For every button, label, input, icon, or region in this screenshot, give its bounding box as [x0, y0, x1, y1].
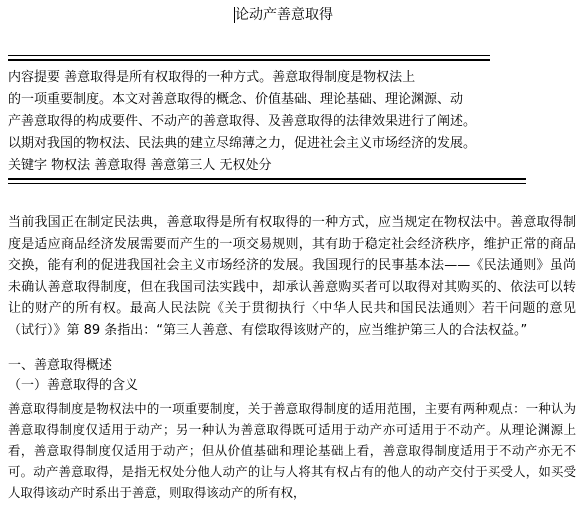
document-title[interactable]: 论动产善意取得	[235, 7, 333, 23]
section-heading[interactable]: 一、善意取得概述	[8, 358, 113, 373]
divider-top-2	[8, 59, 490, 61]
keywords-line: 关键字 物权法 善意取得 善意第三人 无权处分	[8, 158, 272, 173]
subsection-paragraph[interactable]: 善意取得制度是物权法中的一项重要制度，关于善意取得制度的适用范围，主要有两种观点：一种认为善意取得制度仅适用于动产；另一种认为善意取得既可适用于动产亦可适用于不动产。从理论渊源上看，善意取得制度仅适用于动产；但从价值基础和理论基础上看，善意取得制度适用于不动产亦无不可。动产善意取得，是指无权处分他人动产的让与人将其有权占有的他人的动产交付于买受人，如买受人取得该动产时系出于善意，则取得该动产的所有权，	[8, 401, 576, 500]
abstract-line: 内容提要 善意取得是所有权取得的一种方式。善意取得制度是物权法上	[8, 70, 416, 85]
abstract-line: 产善意取得的构成要件、不动产的善意取得、及善意取得的法律效果进行了阐述。	[8, 114, 477, 129]
divider-bottom-1	[8, 178, 526, 180]
intro-paragraph[interactable]: 当前我国正在制定民法典，善意取得是所有权取得的一种方式，应当规定在物权法中。善意取得制度是适应商品经济发展需要而产生的一项交易规则，其有助于稳定社会经济秩序，维护正常的商品交换，能有利的促进我国社会主义市场经济的发展。我国现行的民事基本法——《民法通则》虽尚未确认善意取得制度，但在我国司法实践中，却承认善意购买者可以取得对其购买的、依法可以转让的财产的所有权。最高人民法院《关于贯彻执行〈中华人民共和国民法通则〉若干问题的意见（试行）》第 89 条指出：“第三人善意、有偿取得该财产的，应当维护第三人的合法权益。”	[8, 215, 576, 338]
abstract-line: 以期对我国的物权法、民法典的建立尽绵薄之力，促进社会主义市场经济的发展。	[8, 136, 477, 151]
subsection-heading[interactable]: （一）善意取得的含义	[8, 378, 139, 393]
divider-top-1	[8, 55, 490, 56]
abstract-block[interactable]	[8, 67, 523, 177]
divider-bottom-2	[8, 183, 526, 184]
abstract-line: 的一项重要制度。本文对善意取得的概念、价值基础、理论基础、理论渊源、动	[8, 92, 464, 107]
